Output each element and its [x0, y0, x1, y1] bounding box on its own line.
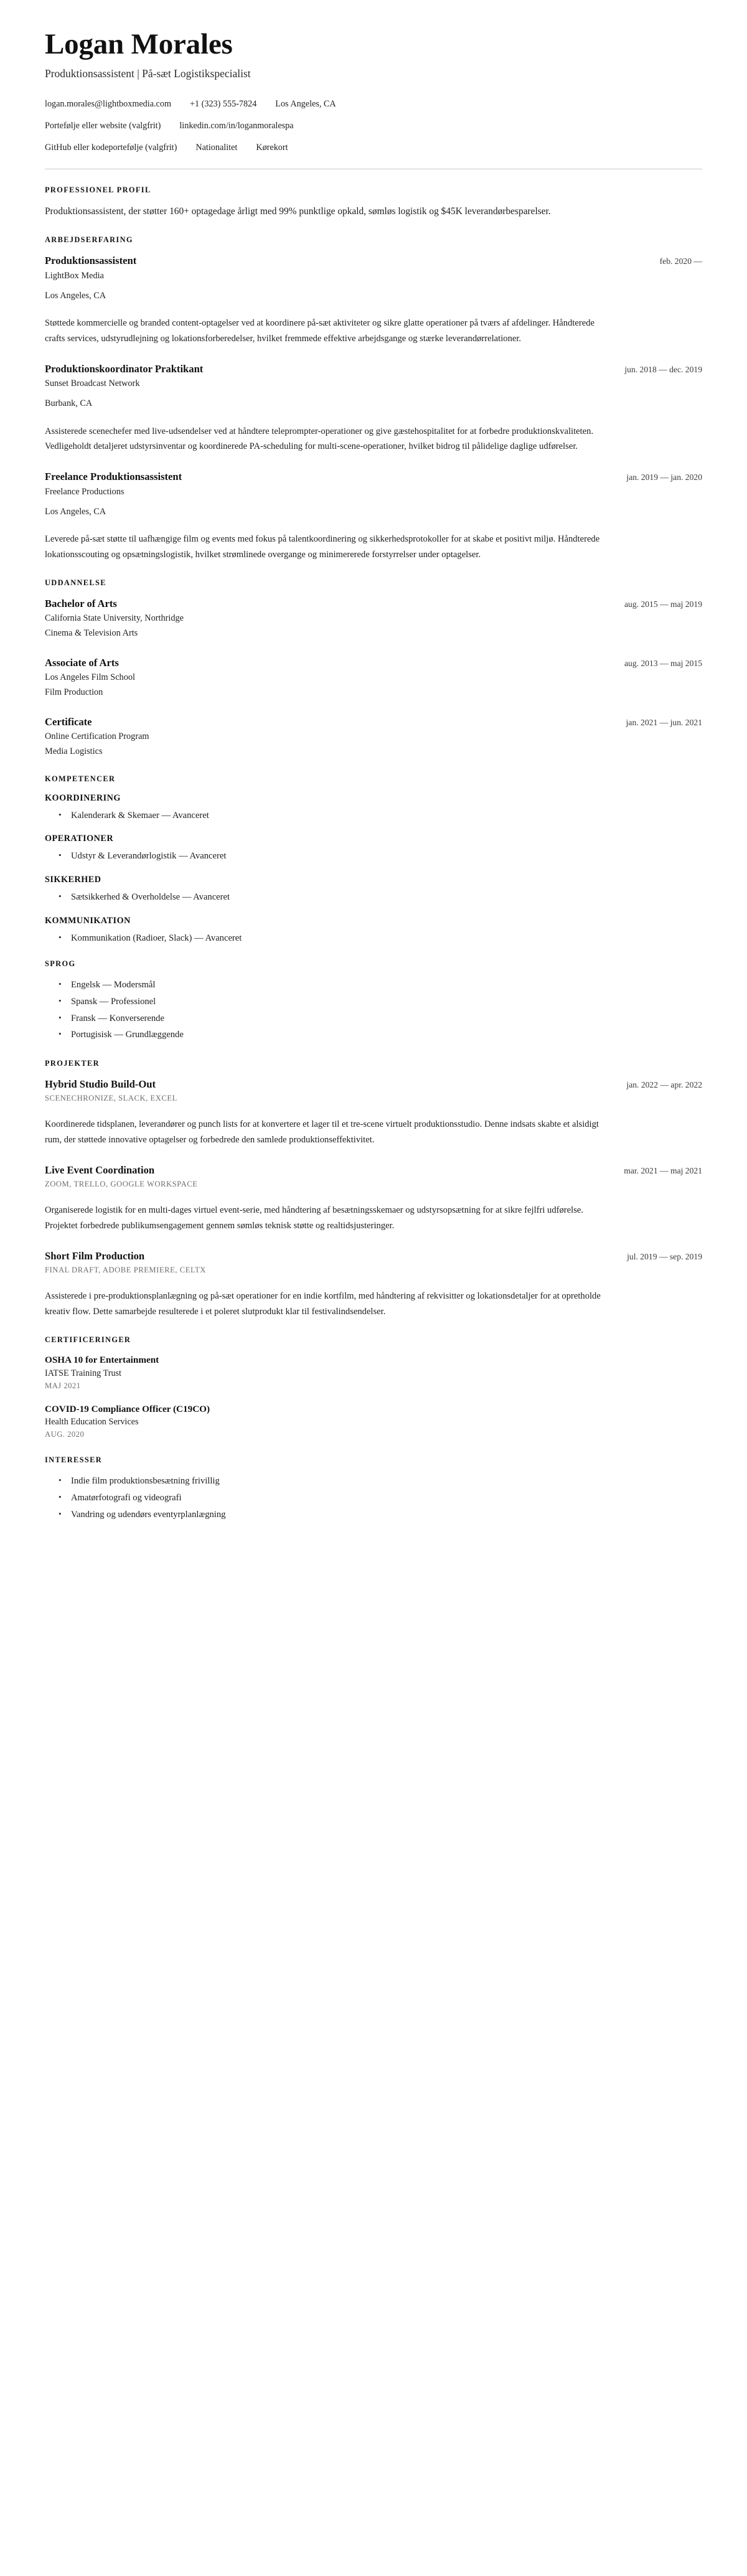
skill-group: [45, 916, 702, 946]
education-degree: Bachelor of Arts: [45, 597, 117, 609]
language-list: [45, 978, 702, 1043]
certification-name: OSHA 10 for Entertainment: [45, 1354, 159, 1365]
skill-group-title: KOMMUNIKATION: [45, 915, 131, 926]
education-school: California State University, Northridge: [45, 613, 184, 624]
project-tech-stack: SCENECHRONIZE, SLACK, EXCEL: [45, 1094, 177, 1103]
project-name: Live Event Coordination: [45, 1163, 155, 1176]
education-date-range: aug. 2015 — maj 2019: [624, 599, 702, 609]
project-tech-stack: ZOOM, TRELLO, GOOGLE WORKSPACE: [45, 1180, 198, 1189]
skill-group-title: KOORDINERING: [45, 792, 121, 803]
experience-location: Los Angeles, CA: [45, 506, 106, 517]
skill-list: [45, 890, 702, 905]
contact-line-3: [45, 141, 702, 155]
experience-job-title: Produktionsassistent: [45, 255, 137, 267]
section-title-education: UDDANNELSE: [45, 578, 106, 587]
resume-header: [45, 29, 702, 155]
section-title-projects: PROJEKTER: [45, 1058, 100, 1068]
experience-company: Freelance Productions: [45, 486, 125, 497]
contact-email[interactable]: logan.morales@lightboxmedia.com: [45, 99, 171, 110]
project-entry: [45, 1078, 702, 1147]
experience-company: LightBox Media: [45, 271, 104, 281]
education-field: Film Production: [45, 687, 103, 698]
experience-company: Sunset Broadcast Network: [45, 378, 140, 389]
education-degree: Associate of Arts: [45, 656, 119, 669]
certification-date: AUG. 2020: [45, 1430, 85, 1439]
skill-list: [45, 931, 702, 946]
education-degree: Certificate: [45, 715, 92, 728]
section-experience: [45, 235, 702, 562]
skill-item: • Kalenderark & Skemaer — Avanceret: [59, 809, 702, 824]
section-title-skills: KOMPETENCER: [45, 774, 116, 783]
contact-linkedin[interactable]: linkedin.com/in/loganmoralespa: [179, 121, 294, 131]
skill-group: [45, 834, 702, 864]
experience-entry-head: [45, 254, 702, 268]
project-name: Hybrid Studio Build-Out: [45, 1078, 156, 1090]
language-item: • Portugisisk — Grundlæggende: [59, 1028, 702, 1043]
skill-group-title: SIKKERHED: [45, 875, 101, 885]
candidate-headline: Produktionsassistent | På-sæt Logistikspecialist: [45, 67, 251, 80]
project-entry-head: [45, 1249, 702, 1263]
project-description: Organiserede logistik for en multi-dages virtuel event-serie, med håndtering af besætningsskemaer og udstyrsopsætning for at sikre fejlfri udførelse. Projektet forbedrede publikumsengagement gennem sømløs teknisk støtte og realtidsjusteringer.: [45, 1205, 583, 1231]
section-title-certifications: CERTIFICERINGER: [45, 1335, 131, 1344]
section-title-languages: SPROG: [45, 959, 76, 969]
project-entry-head: [45, 1163, 702, 1177]
skill-group-title: OPERATIONER: [45, 834, 114, 844]
experience-job-title: Freelance Produktionsassistent: [45, 471, 182, 483]
section-certifications: [45, 1335, 702, 1440]
skill-item: • Sætsikkerhed & Overholdelse — Avanceret: [59, 890, 702, 905]
skill-group: [45, 875, 702, 905]
certification-entry: [45, 1403, 702, 1440]
section-title-experience: ARBEJDSERFARING: [45, 235, 133, 245]
experience-entry-head: [45, 470, 702, 484]
interest-item: • Vandring og udendørs eventyrplanlægning: [59, 1508, 702, 1523]
experience-entry: [45, 470, 702, 562]
project-description: Assisterede i pre-produktionsplanlægning og på-sæt operationer for en indie kortfilm, med håndtering af rekvisitter og lokationsdetaljer for at opretholde kreativ flow. Dette samarbejde resulterede i et poleret slutprodukt klar til festivalindsendelser.: [45, 1291, 601, 1317]
education-date-range: aug. 2013 — maj 2015: [624, 658, 702, 668]
skill-group: [45, 793, 702, 824]
section-interests: [45, 1455, 702, 1522]
certification-issuer: Health Education Services: [45, 1417, 139, 1427]
section-languages: [45, 959, 702, 1043]
education-school: Online Certification Program: [45, 731, 149, 742]
experience-description: Leverede på-sæt støtte til uafhængige film og events med fokus på talentkoordinering og sikkerhedsprotokoller for at skabe et positivt miljø. Håndterede lokationsscouting og opsætningslogistik, hvilket strømlinede overgange og minimererede forstyrrelser under optagelser.: [45, 534, 600, 560]
project-date-range: jul. 2019 — sep. 2019: [627, 1251, 702, 1261]
contact-nationality: Nationalitet: [195, 142, 238, 153]
section-education: [45, 578, 702, 758]
skill-item: • Kommunikation (Radioer, Slack) — Avanceret: [59, 931, 702, 946]
certification-entry: [45, 1354, 702, 1391]
contact-github[interactable]: GitHub eller kodeportefølje (valgfrit): [45, 142, 177, 153]
education-entry: [45, 597, 702, 640]
experience-entry: [45, 254, 702, 346]
language-item: • Spansk — Professionel: [59, 995, 702, 1010]
experience-date-range: jun. 2018 — dec. 2019: [624, 364, 702, 374]
skill-item: • Udstyr & Leverandørlogistik — Avanceret: [59, 849, 702, 864]
experience-entry: [45, 362, 702, 454]
contact-line-2: [45, 119, 702, 133]
experience-description: Støttede kommercielle og branded content-optagelser ved at koordinere på-sæt aktiviteter og sikre glatte operationer på tværs af afdelinger. Håndterede crafts services, udstyrudlejning og lokationsforberedelser, hvilket fremmede effektive arbejdsgange og stærke leverandørrelationer.: [45, 318, 594, 344]
experience-date-range: feb. 2020 —: [659, 256, 702, 266]
contact-portfolio[interactable]: Portefølje eller website (valgfrit): [45, 121, 161, 131]
education-entry-head: [45, 597, 702, 611]
experience-location: Burbank, CA: [45, 398, 93, 409]
education-date-range: jan. 2021 — jun. 2021: [626, 717, 702, 727]
project-date-range: mar. 2021 — maj 2021: [624, 1165, 702, 1175]
contact-location: Los Angeles, CA: [275, 99, 336, 110]
education-entry-head: [45, 715, 702, 729]
experience-description: Assisterede scenechefer med live-udsendelser ved at håndtere teleprompter-operationer og give gæstehospitalitet for at forbedre produktionskvaliteten. Vedligeholdt detaljeret udstyrsinventar og koordinerede PA-scheduling for multi-scene-operationer, hvilket bidrog til pålidelige daglige udførelser.: [45, 426, 594, 452]
project-entry: [45, 1163, 702, 1233]
interest-list: [45, 1474, 702, 1522]
experience-entry-head: [45, 362, 702, 376]
project-description: Koordinerede tidsplanen, leverandører og punch lists for at konvertere et lager til et tre-scene virtuelt produktionsstudio. Denne indsats skabte et alsidigt rum, der støttede innovative optagelser og forbedrede den samlede produktionseffektivitet.: [45, 1119, 599, 1145]
project-entry: [45, 1249, 702, 1319]
certification-issuer: IATSE Training Trust: [45, 1368, 122, 1378]
project-entry-head: [45, 1078, 702, 1091]
skill-list: [45, 809, 702, 824]
education-entry-head: [45, 656, 702, 670]
contact-phone[interactable]: +1 (323) 555-7824: [189, 99, 257, 110]
profile-summary: Produktionsassistent, der støtter 160+ optagedage årligt med 99% punktlige opkald, sømløs logistik og $45K leverandørbesparelser.: [45, 205, 551, 217]
section-title-interests: INTERESSER: [45, 1455, 103, 1465]
section-profile: [45, 186, 702, 220]
experience-date-range: jan. 2019 — jan. 2020: [626, 472, 702, 482]
certification-date: MAJ 2021: [45, 1381, 81, 1390]
experience-location: Los Angeles, CA: [45, 290, 106, 301]
section-title-profile: PROFESSIONEL PROFIL: [45, 185, 151, 194]
contact-line-1: [45, 97, 702, 111]
education-field: Media Logistics: [45, 746, 103, 757]
interest-item: • Indie film produktionsbesætning frivillig: [59, 1474, 702, 1489]
education-school: Los Angeles Film School: [45, 672, 135, 683]
candidate-name: Logan Morales: [45, 28, 233, 60]
education-entry: [45, 656, 702, 699]
project-tech-stack: FINAL DRAFT, ADOBE PREMIERE, CELTX: [45, 1266, 206, 1275]
language-item: • Engelsk — Modersmål: [59, 978, 702, 993]
experience-job-title: Produktionskoordinator Praktikant: [45, 362, 204, 375]
section-projects: [45, 1059, 702, 1319]
skill-list: [45, 849, 702, 864]
contact-driving-license: Kørekort: [256, 142, 288, 153]
interest-item: • Amatørfotografi og videografi: [59, 1491, 702, 1506]
education-entry: [45, 715, 702, 758]
certification-name: COVID-19 Compliance Officer (C19CO): [45, 1403, 210, 1414]
language-item: • Fransk — Konverserende: [59, 1012, 702, 1027]
education-field: Cinema & Television Arts: [45, 628, 138, 639]
project-date-range: jan. 2022 — apr. 2022: [626, 1079, 702, 1089]
section-skills: [45, 774, 702, 946]
project-name: Short Film Production: [45, 1249, 145, 1262]
